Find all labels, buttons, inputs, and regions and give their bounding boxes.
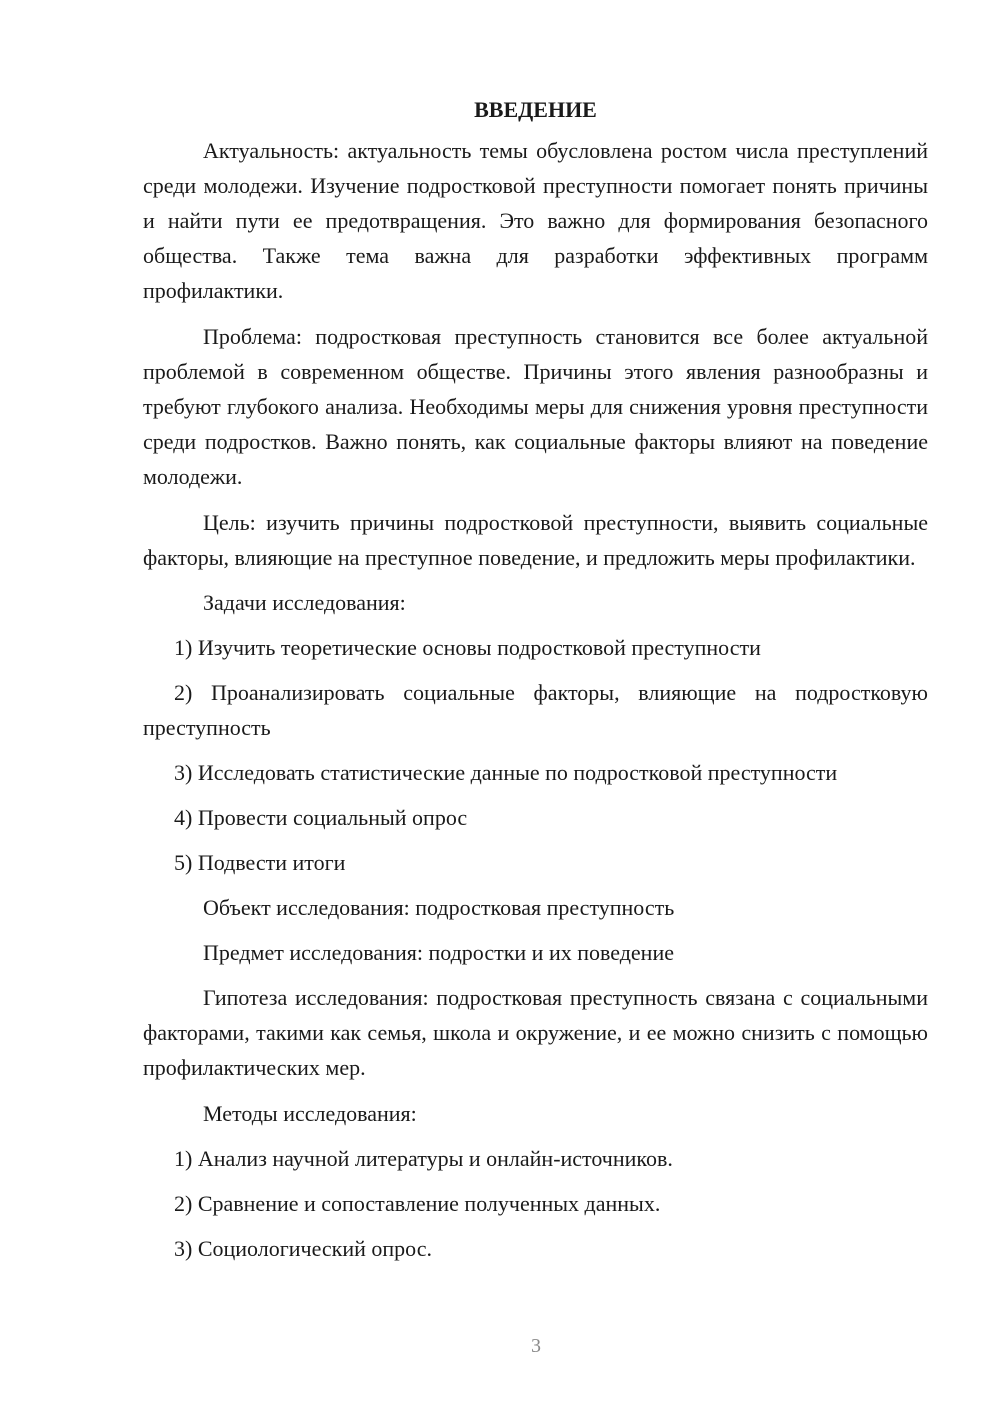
page-number: 3 — [531, 1335, 541, 1357]
task-item: 1) Изучить теоретические основы подростковой преступности — [174, 635, 761, 660]
task-item: 4) Провести социальный опрос — [174, 805, 468, 830]
methods-heading: Методы исследования: — [203, 1101, 417, 1126]
goal-paragraph: Цель: изучить причины подростковой преступности, выявить социальные факторы, влияющие на преступное поведение, и предложить меры профилактики. — [143, 510, 928, 570]
method-item: 2) Сравнение и сопоставление полученных данных. — [174, 1191, 661, 1216]
task-item: 2) Проанализировать социальные факторы, влияющие на подростковую преступность — [143, 680, 928, 740]
task-item: 5) Подвести итоги — [174, 850, 346, 875]
object-paragraph: Объект исследования: подростковая преступность — [203, 895, 675, 920]
method-item: 3) Социологический опрос. — [174, 1236, 432, 1261]
page-content — [143, 95, 928, 1266]
tasks-heading: Задачи исследования: — [203, 590, 406, 615]
hypothesis-paragraph: Гипотеза исследования: подростковая преступность связана с социальными факторами, такими как семья, школа и окружение, и ее можно снизить с помощью профилактических мер. — [143, 985, 928, 1080]
relevance-paragraph: Актуальность: актуальность темы обусловлена ростом числа преступлений среди молодежи. Изучение подростковой преступности помогает понять причины и найти пути ее предотвращения. Это важно для формирования безопасного общества. Также тема важна для разработки эффективных программ профилактики. — [143, 138, 928, 303]
subject-paragraph: Предмет исследования: подростки и их поведение — [203, 940, 674, 965]
task-item: 3) Исследовать статистические данные по подростковой преступности — [174, 760, 838, 785]
section-heading: ВВЕДЕНИЕ — [474, 97, 597, 122]
problem-paragraph: Проблема: подростковая преступность становится все более актуальной проблемой в современном обществе. Причины этого явления разнообразны и требуют глубокого анализа. Необходимы меры для снижения уровня преступности среди подростков. Важно понять, как социальные факторы влияют на поведение молодежи. — [143, 324, 928, 489]
method-item: 1) Анализ научной литературы и онлайн-источников. — [174, 1146, 673, 1171]
